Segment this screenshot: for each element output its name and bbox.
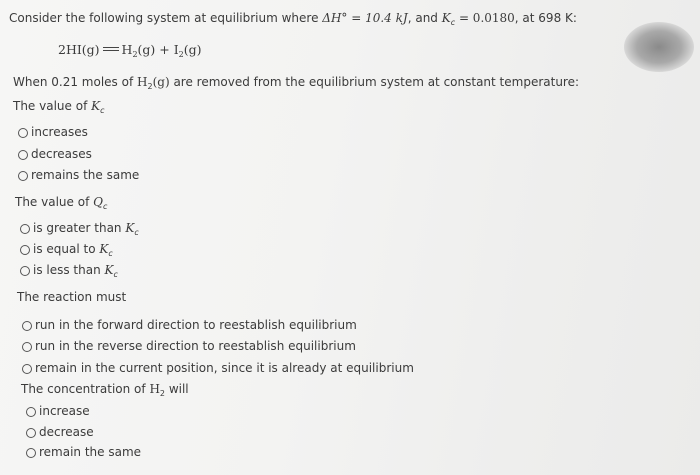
scenario-species: H <box>137 75 148 89</box>
q2-option-equal[interactable] <box>20 242 113 258</box>
q4-option-same[interactable] <box>26 445 141 459</box>
product-i2-state: (g) <box>183 42 202 57</box>
radio-icon[interactable] <box>18 150 28 160</box>
radio-icon[interactable] <box>22 364 32 374</box>
option-symbol: K <box>104 263 114 277</box>
reactant: 2HI(g) <box>58 42 100 57</box>
q1-option-decreases[interactable] <box>18 147 92 161</box>
option-label: run in the reverse direction to reestablish equilibrium <box>35 339 356 353</box>
q1-subscript: c <box>100 106 105 115</box>
q3-option-remain[interactable] <box>22 361 414 375</box>
product-h2: H <box>121 42 133 57</box>
q3-option-forward[interactable] <box>22 318 357 332</box>
q2-option-less[interactable] <box>20 263 118 279</box>
option-label: run in the forward direction to reestablish equilibrium <box>35 318 357 332</box>
radio-icon[interactable] <box>18 171 28 181</box>
blurred-thumb <box>624 22 694 72</box>
q2-subscript: c <box>102 202 108 211</box>
q1-symbol: K <box>91 99 101 113</box>
q3-option-reverse[interactable] <box>22 339 356 353</box>
temperature-text: , at 698 K: <box>514 11 577 25</box>
radio-icon[interactable] <box>18 128 28 138</box>
radio-icon[interactable] <box>22 342 32 352</box>
kc-symbol: K <box>441 11 451 25</box>
h2-subscript: 2 <box>132 50 138 59</box>
question-intro <box>9 11 577 27</box>
q4-suffix: will <box>165 382 189 396</box>
q1-option-increases[interactable] <box>18 125 88 139</box>
scenario-state: (g) <box>152 75 170 89</box>
q4-species: H <box>149 382 160 396</box>
q3-prompt: The reaction must <box>17 290 127 304</box>
option-label: increases <box>31 125 88 139</box>
scenario-subscript: 2 <box>147 82 153 91</box>
scenario-suffix: are removed from the equilibrium system at constant temperature: <box>169 75 580 89</box>
q2-option-greater[interactable] <box>20 221 139 237</box>
radio-icon[interactable] <box>20 266 30 276</box>
radio-icon[interactable] <box>22 321 32 331</box>
option-label: increase <box>39 404 90 418</box>
option-label: decrease <box>39 425 94 439</box>
i2-subscript: 2 <box>178 50 184 59</box>
radio-icon[interactable] <box>26 448 36 458</box>
option-label: is less than <box>33 263 105 277</box>
and-text: , and <box>407 11 442 25</box>
product-h2-state: (g) + I <box>137 42 179 57</box>
scenario-text <box>13 75 579 91</box>
radio-icon[interactable] <box>26 428 36 438</box>
kc-value: = 0.0180 <box>455 11 515 25</box>
option-subscript: c <box>108 249 113 258</box>
option-label: remain the same <box>39 445 142 459</box>
reaction-equation <box>58 42 202 59</box>
q1-prompt <box>13 99 104 115</box>
q2-symbol: Q <box>93 195 103 209</box>
option-label: remains the same <box>31 168 140 182</box>
option-label: decreases <box>31 147 92 161</box>
kc-subscript: c <box>450 18 456 27</box>
option-symbol: K <box>99 242 109 256</box>
intro-text: Consider the following system at equilibrium where <box>9 11 323 25</box>
q4-prefix: The concentration of <box>21 382 150 396</box>
option-label: remain in the current position, since it is already at equilibrium <box>35 361 414 375</box>
q2-prefix: The value of <box>15 195 94 209</box>
option-label: is equal to <box>33 242 100 256</box>
enthalpy-value: ΔH° = 10.4 kJ <box>322 11 408 25</box>
q4-option-increase[interactable] <box>26 404 90 418</box>
radio-icon[interactable] <box>20 245 30 255</box>
q4-prompt <box>21 382 189 398</box>
q1-option-same[interactable] <box>18 168 139 182</box>
q4-option-decrease[interactable] <box>26 425 94 439</box>
option-symbol: K <box>125 221 135 235</box>
option-label: is greater than <box>33 221 126 235</box>
q1-prefix: The value of <box>13 99 92 113</box>
radio-icon[interactable] <box>26 407 36 417</box>
radio-icon[interactable] <box>20 224 30 234</box>
q2-prompt <box>15 195 107 211</box>
equilibrium-arrow-icon <box>103 45 119 53</box>
scenario-prefix: When 0.21 moles of <box>13 75 138 89</box>
option-subscript: c <box>113 270 118 279</box>
q4-subscript: 2 <box>159 389 165 398</box>
option-subscript: c <box>134 228 139 237</box>
